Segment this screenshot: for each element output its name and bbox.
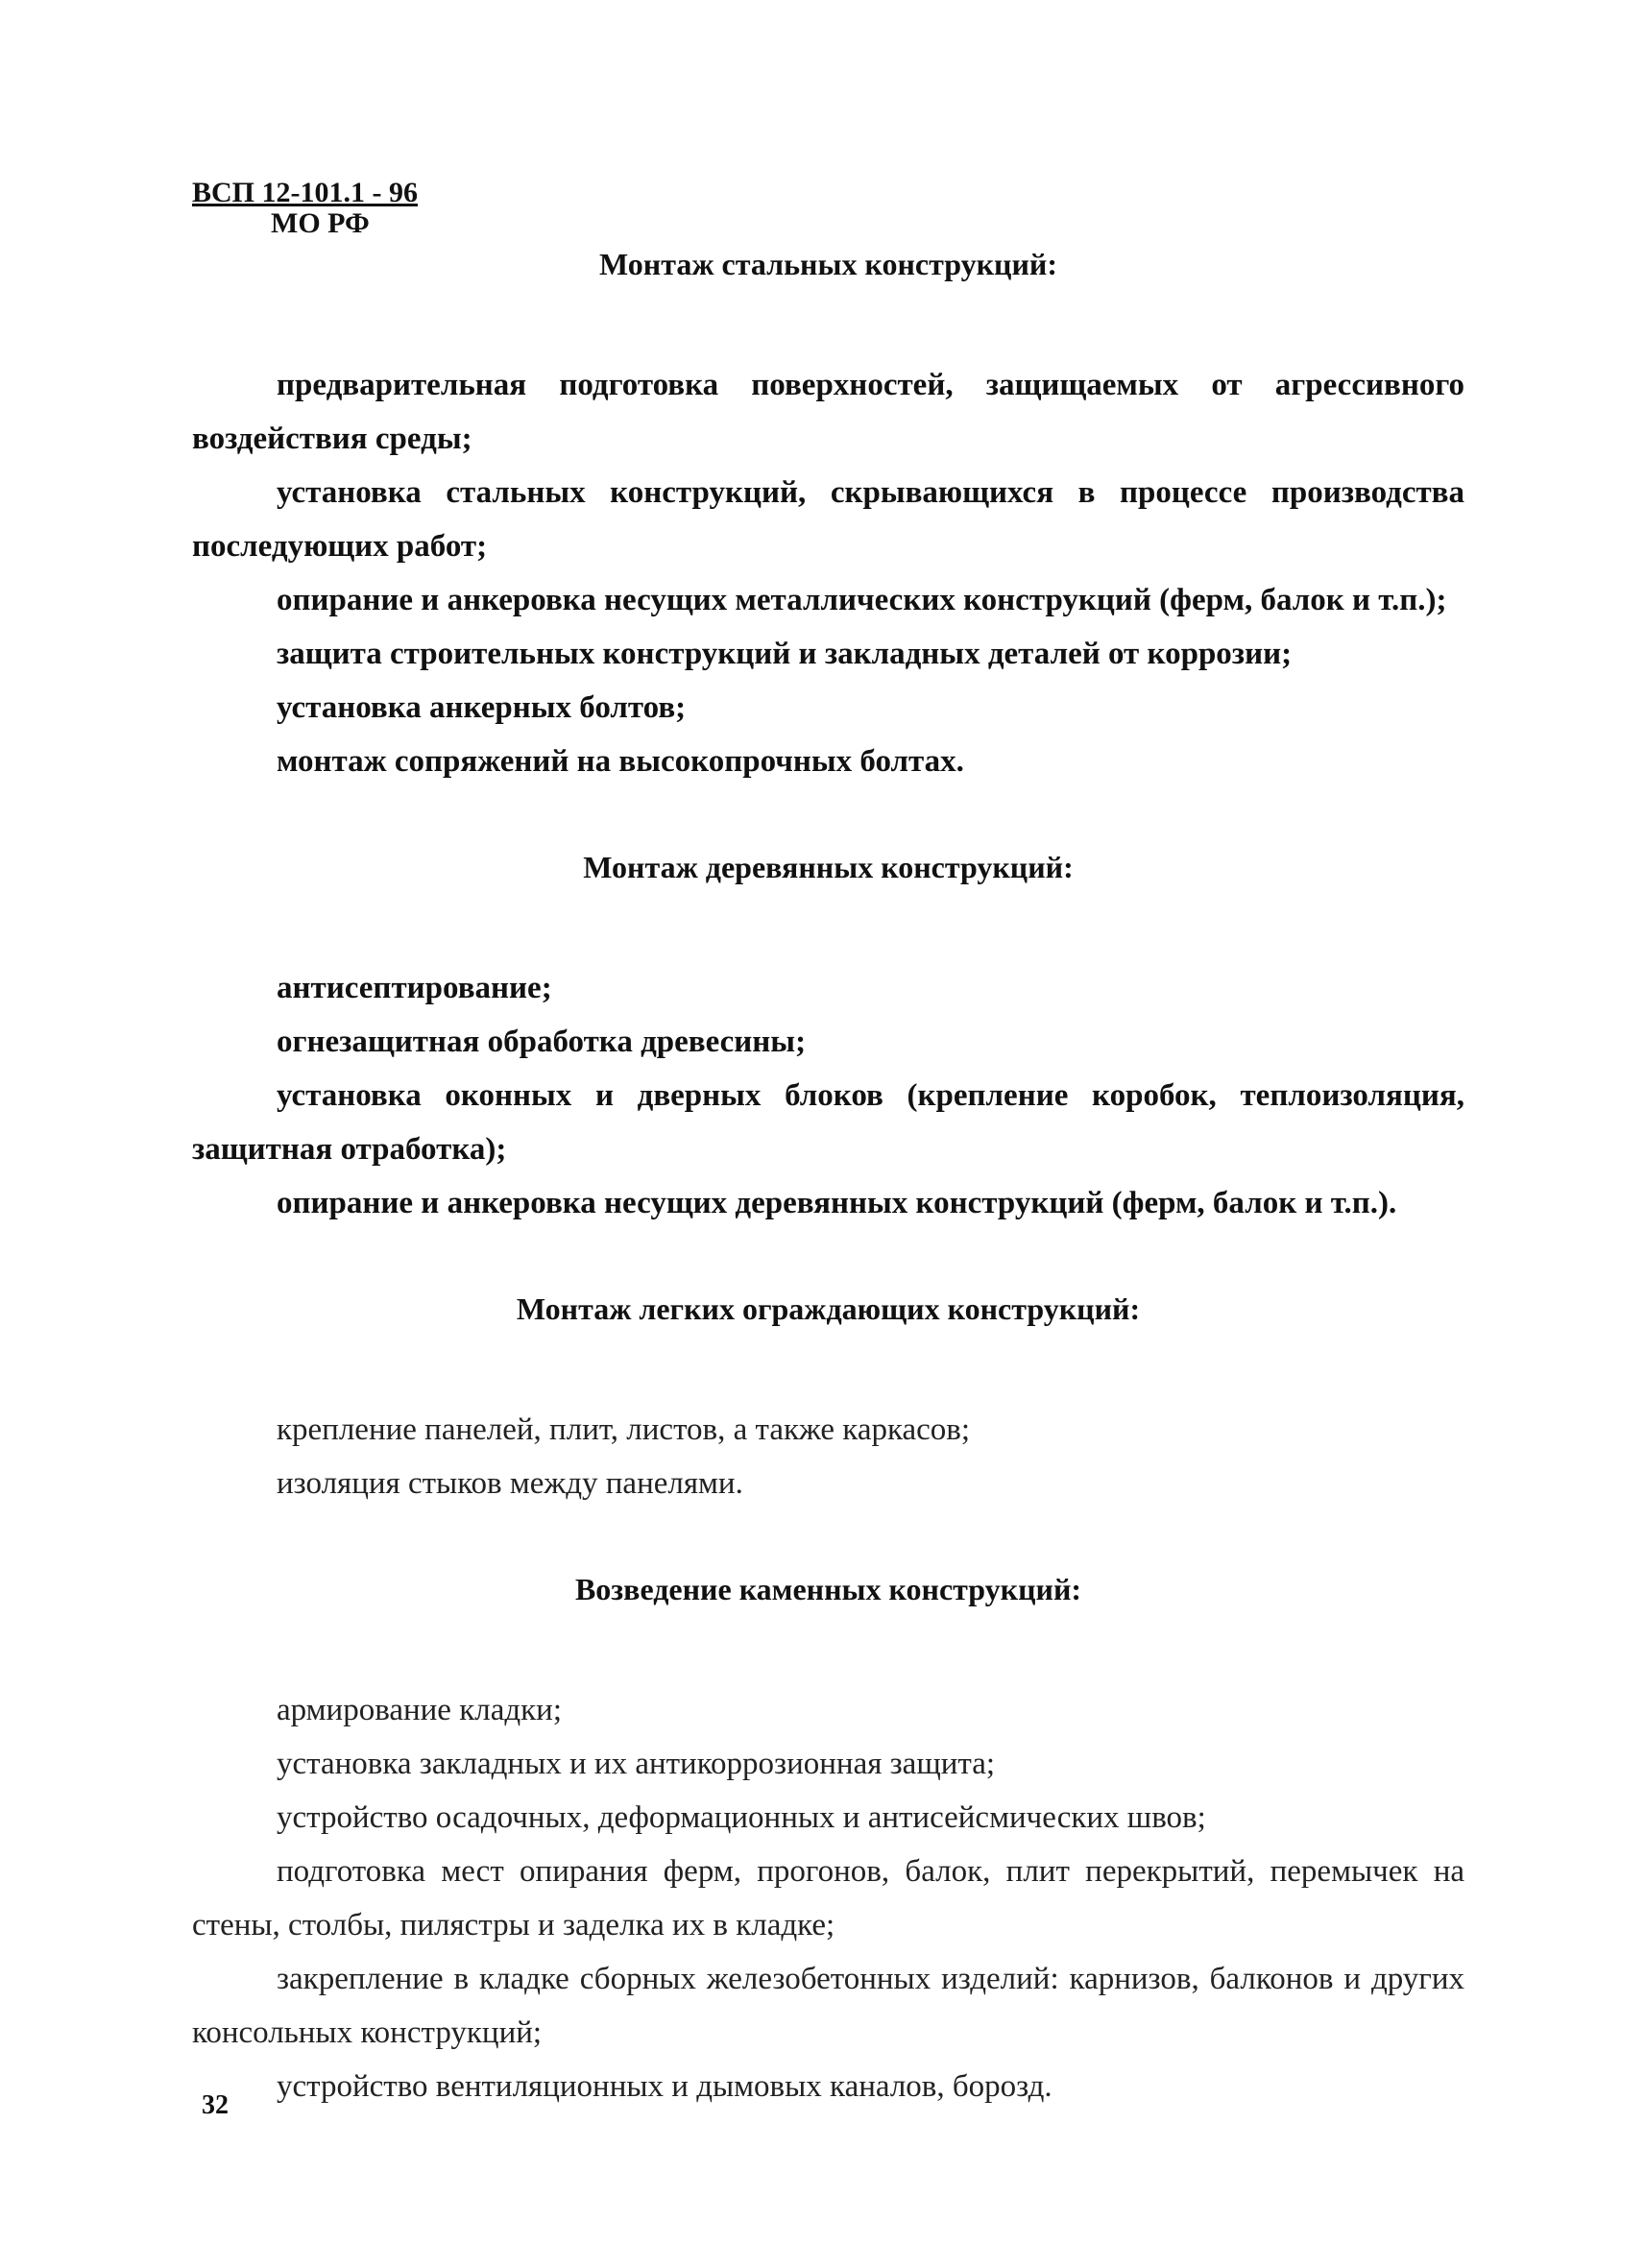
section-title: Монтаж стальных конструкций: [599, 247, 1057, 281]
list-item: опирание и анкеровка несущих деревянных конструкций (ферм, балок и т.п.). [277, 1186, 1397, 1220]
list-item: армирование кладки; [277, 1693, 562, 1727]
list-item: закрепление в кладке сборных железобетонных изделий: карнизов, балконов и других консольных конструкций; [192, 1962, 1464, 2050]
document-header [192, 178, 418, 239]
section-title: Монтаж легких ограждающих конструкций: [516, 1291, 1141, 1326]
list-item: подготовка мест опирания ферм, прогонов, балок, плит перекрытий, перемычек на стены, столбы, пилястры и заделка их в кладке; [192, 1854, 1464, 1942]
section-title: Монтаж деревянных конструкций: [583, 850, 1074, 884]
list-item: защита строительных конструкций и закладных деталей от коррозии; [277, 637, 1293, 671]
list-item: установка стальных конструкций, скрывающихся в процессе производства последующих работ; [192, 475, 1464, 564]
list-item: устройство осадочных, деформационных и антисейсмических швов; [277, 1800, 1206, 1835]
list-item: монтаж сопряжений на высокопрочных болтах. [277, 744, 964, 779]
section-masonry-structures [192, 1570, 1464, 2113]
list-item: устройство вентиляционных и дымовых каналов, борозд. [277, 2069, 1052, 2104]
list-item: установка закладных и их антикоррозионная защита; [277, 1747, 996, 1781]
list-item: предварительная подготовка поверхностей, защищаемых от агрессивного воздействия среды; [192, 368, 1464, 456]
section-title: Возведение каменных конструкций: [574, 1572, 1082, 1606]
list-item: изоляция стыков между панелями. [277, 1466, 743, 1501]
list-item: опирание и анкеровка несущих металлических конструкций (ферм, балок и т.п.); [277, 583, 1447, 617]
section-light-enclosing-structures [192, 1290, 1464, 1510]
list-item: антисептирование; [277, 971, 552, 1005]
page-number: 32 [202, 2090, 229, 2120]
document-organization: МО РФ [271, 207, 370, 239]
section-steel-structures [192, 245, 1464, 788]
list-item: крепление панелей, плит, листов, а также каркасов; [277, 1412, 971, 1447]
list-item: установка анкерных болтов; [277, 690, 687, 725]
document-body [192, 245, 1464, 2113]
list-item: установка оконных и дверных блоков (крепление коробок, теплоизоляция, защитная отработка); [192, 1078, 1464, 1167]
document-code: ВСП 12-101.1 - 96 [192, 177, 418, 208]
list-item: огнезащитная обработка древесины; [277, 1025, 807, 1059]
section-wooden-structures [192, 848, 1464, 1230]
